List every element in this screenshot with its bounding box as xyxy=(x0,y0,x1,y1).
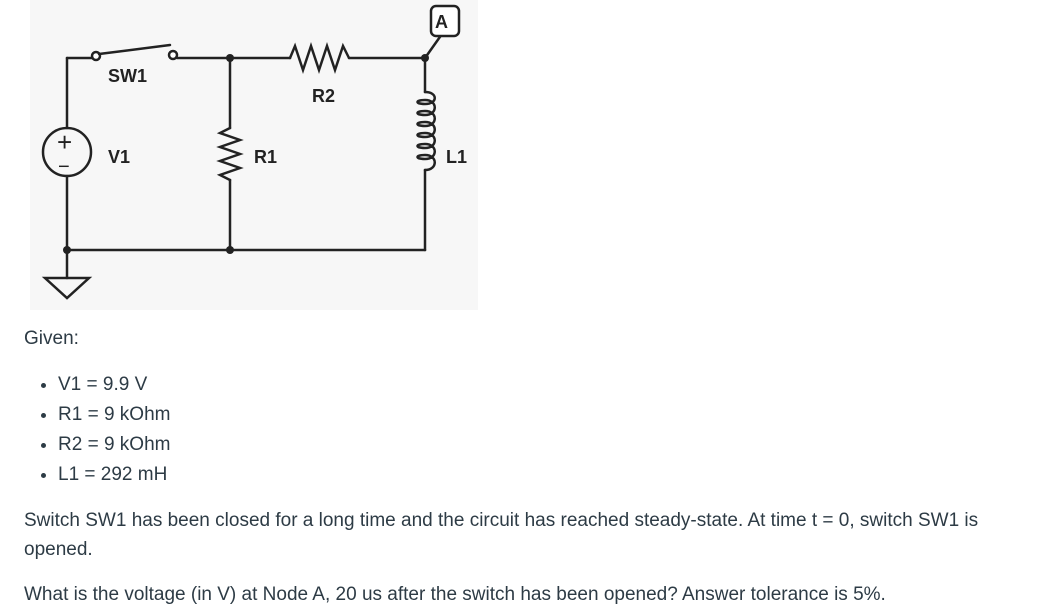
source-minus-sign: − xyxy=(58,156,70,178)
junction-top xyxy=(226,54,234,62)
source-label: V1 xyxy=(108,147,131,167)
circuit-diagram xyxy=(0,0,480,315)
r1-label: R1 xyxy=(254,147,278,167)
switch-label: SW1 xyxy=(108,66,148,86)
junction-bottom-left xyxy=(63,246,71,254)
source-plus-sign: + xyxy=(57,127,73,157)
r2-label: R2 xyxy=(312,86,336,106)
given-heading: Given: xyxy=(24,328,79,349)
problem-statement: Switch SW1 has been closed for a long time and the circuit has reached steady-state. At time t = 0, switch SW1 is opened. xyxy=(24,510,979,560)
l1-label: L1 xyxy=(446,147,468,167)
problem-question: What is the voltage (in V) at Node A, 20 us after the switch has been opened? Answer tolerance is 5%. xyxy=(24,584,886,605)
given-list xyxy=(24,370,170,490)
given-item-l1: • L1 = 292 mH xyxy=(58,460,170,490)
given-item-v1: • V1 = 9.9 V xyxy=(58,370,170,400)
given-item-r2: • R2 = 9 kOhm xyxy=(58,430,170,460)
given-item-r1: • R1 = 9 kOhm xyxy=(58,400,170,430)
junction-nodeA xyxy=(421,54,429,62)
junction-bottom-r1 xyxy=(226,246,234,254)
node-a-label: A xyxy=(435,12,448,32)
